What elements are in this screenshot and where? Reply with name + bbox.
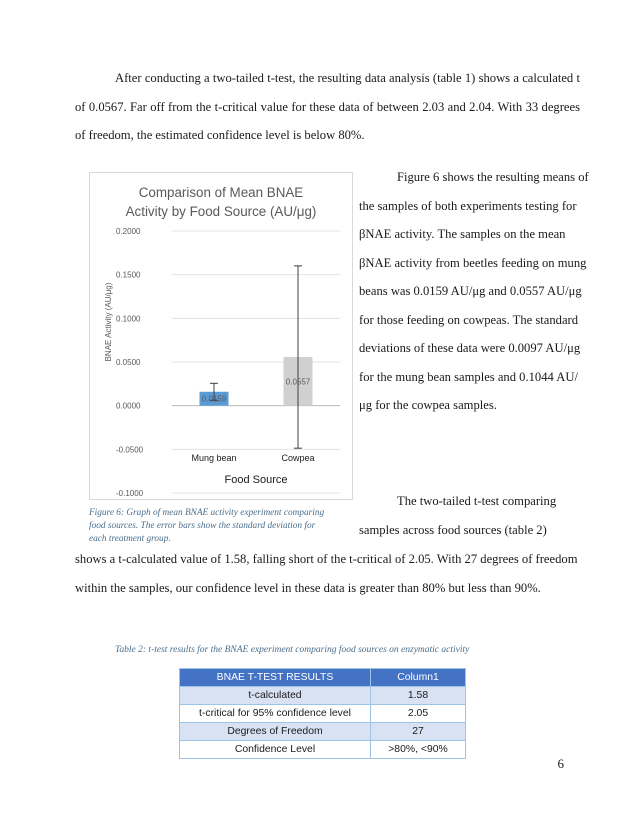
paragraph-ttest-table1: After conducting a two-tailed t-test, the resulting data analysis (table 1) shows a calculated t of 0.0567. Far off from the t-critical value for these data of between 2.03 and 2.04. With 33 degrees of freedom, the estimated confidence level is below 80%.	[75, 71, 580, 142]
y-tick-label: 0.1000	[116, 314, 141, 324]
paragraph-figure6-description: Figure 6 shows the resulting means of the samples of both experiments testing for βNAE activity. The samples on the mean βNAE activity from beetles feeding on mung beans was 0.0159 AU/μg and 0.0557 AU/μg for those feeding on cowpeas. The standard deviations of these data were 0.0097 AU/μg for the mung bean samples and 0.1044 AU/μg for the cowpea samples.	[359, 170, 589, 412]
chart-title-line2: Activity by Food Source (AU/μg)	[125, 204, 317, 219]
x-tick-label: Cowpea	[281, 453, 315, 464]
y-tick-label: 0.0000	[116, 401, 141, 411]
data-label: 0.0557	[285, 377, 311, 387]
table-cell: t-calculated	[180, 687, 371, 705]
y-tick-label: 0.1500	[116, 270, 141, 280]
table-cell: 2.05	[371, 705, 466, 723]
bar-chart	[90, 173, 352, 499]
table-row	[180, 687, 466, 705]
table-cell: Confidence Level	[180, 741, 371, 759]
y-axis-title: BNAE Activity (AU/μg)	[104, 282, 113, 362]
table-row	[180, 705, 466, 723]
y-tick-label: 0.0500	[116, 358, 141, 367]
table-cell: 1.58	[371, 687, 466, 705]
table-row	[180, 723, 466, 741]
table-caption: Table 2: t-test results for the BNAE experiment comparing food sources on enzymatic activity	[115, 645, 470, 655]
table-cell: 27	[371, 723, 466, 741]
chart-title-line1: Comparison of Mean BNAE	[138, 185, 304, 200]
data-label: 0.0159	[201, 394, 227, 404]
table-row	[180, 741, 466, 759]
y-tick-label: 0.2000	[116, 227, 141, 236]
table-header-row	[180, 669, 466, 687]
paragraph-ttest-table2-end: shows a t-calculated value of 1.58, falling short of the t-critical of 2.05. With 27 degrees of freedom within the samples, our confidence level in these data is greater than 80% but less than 90%.	[75, 552, 578, 595]
paragraph-ttest-table2-start: The two-tailed t-test comparing samples across food sources (table 2)	[359, 494, 557, 537]
table-cell: Degrees of Freedom	[180, 723, 371, 741]
table-cell: t-critical for 95% confidence level	[180, 705, 371, 723]
y-tick-label: -0.1000	[116, 489, 144, 498]
table-header-cell: Column1	[371, 669, 466, 687]
table-cell: >80%, <90%	[371, 741, 466, 759]
table-header-cell: BNAE T-TEST RESULTS	[180, 669, 371, 687]
y-tick-label: -0.0500	[116, 445, 144, 455]
figure-caption: Figure 6: Graph of mean BNAE activity experiment comparing food sources. The error bars show the standard deviation for each treatment group.	[89, 508, 325, 544]
page-number: 6	[557, 756, 564, 771]
x-tick-label: Mung bean	[191, 453, 237, 464]
chart-container	[89, 172, 353, 500]
ttest-results-table	[179, 668, 466, 759]
x-axis-title: Food Source	[224, 473, 288, 486]
